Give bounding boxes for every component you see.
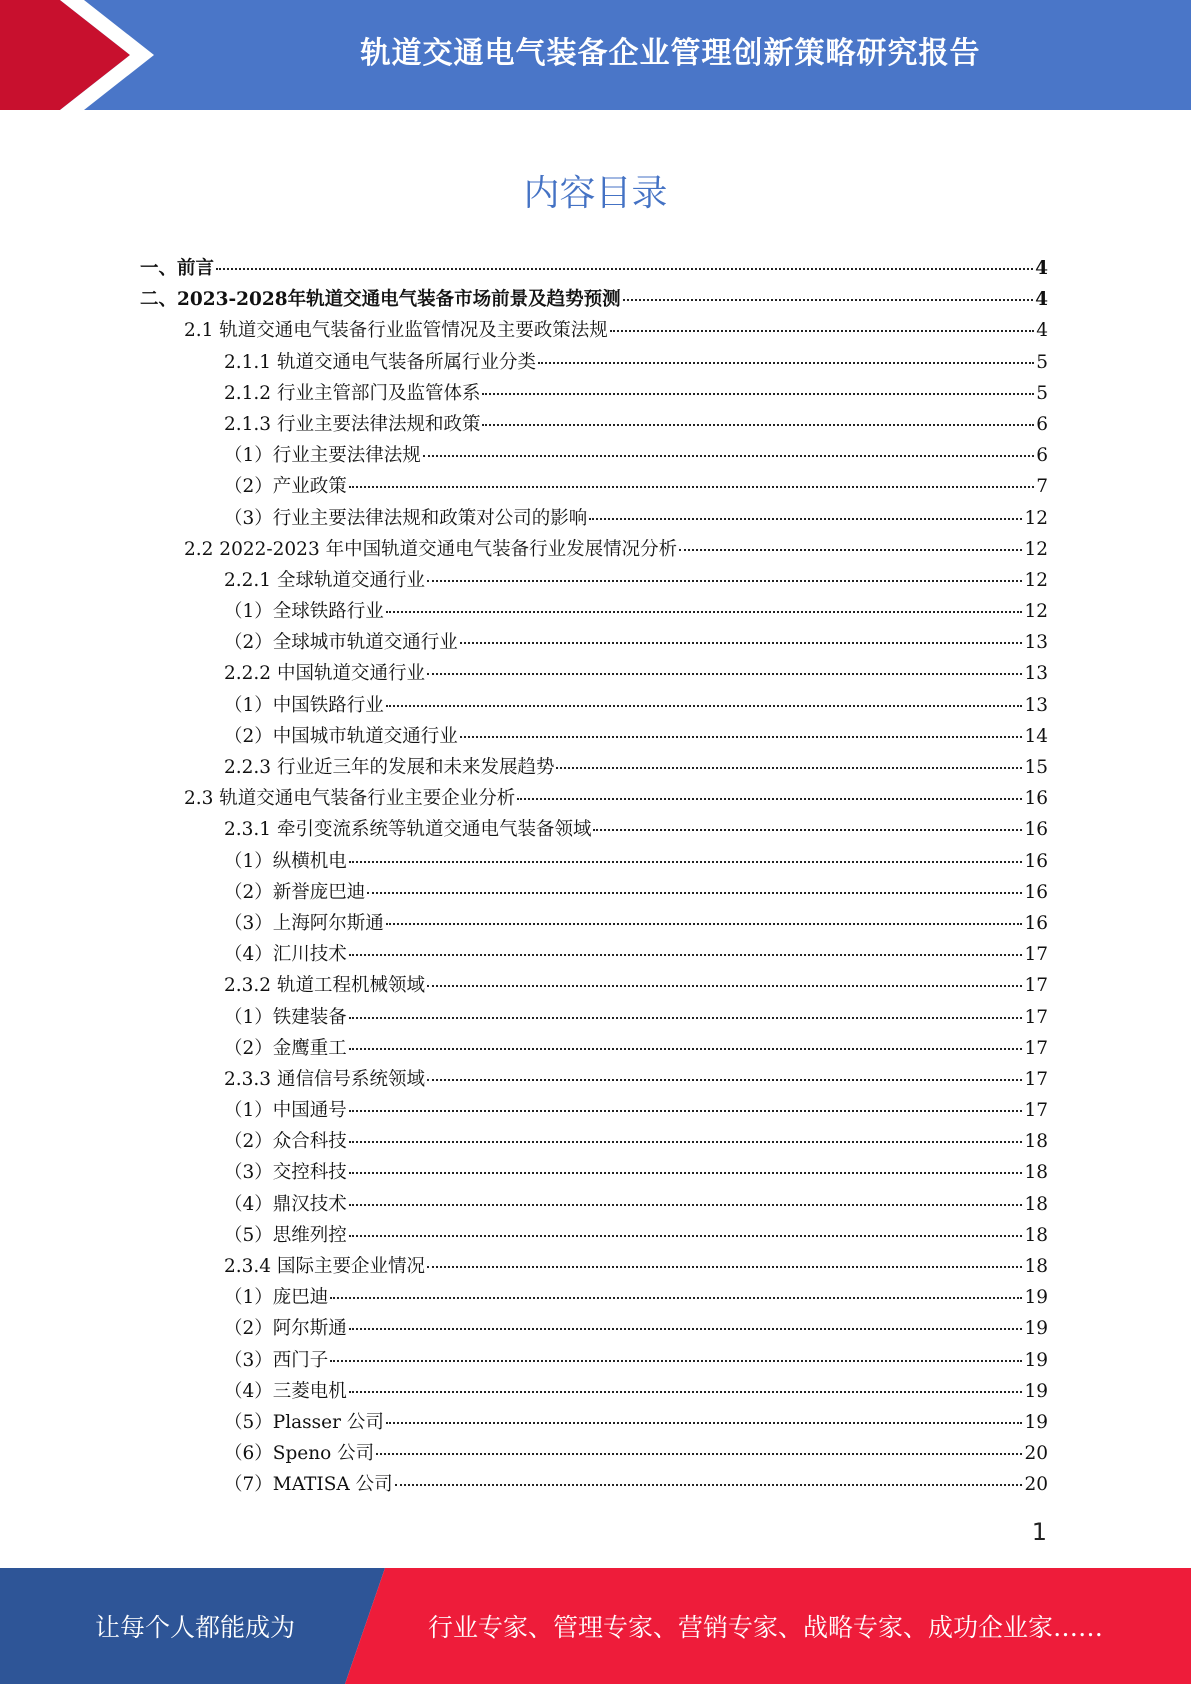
toc-entry-label: 2.1.1 轨道交通电气装备所属行业分类	[224, 351, 536, 373]
toc-entry-label: （2）新誉庞巴迪	[224, 881, 366, 903]
toc-entry[interactable]	[140, 285, 1048, 316]
toc-entry-label: 2.3.2 轨道工程机械领域	[224, 975, 425, 997]
toc-entry-label: （7）MATISA 公司	[224, 1474, 393, 1496]
toc-entry-page: 17	[1024, 1068, 1048, 1090]
toc-entry-page: 16	[1024, 850, 1048, 872]
toc-entry-page: 12	[1024, 601, 1048, 623]
toc-entry-page: 19	[1024, 1380, 1048, 1402]
toc-dot-leader	[349, 1235, 1023, 1237]
toc-entry-page: 15	[1024, 757, 1048, 778]
toc-entry[interactable]	[140, 940, 1048, 971]
toc-entry-label: 2.2 2022-2023 年中国轨道交通电气装备行业发展情况分析	[184, 538, 678, 560]
toc-entry-label: （2）金鹰重工	[224, 1037, 347, 1059]
toc-dot-leader	[349, 1017, 1023, 1019]
toc-entry[interactable]	[140, 753, 1048, 784]
toc-dot-leader	[556, 767, 1022, 769]
chevron-arrow-icon	[0, 0, 160, 110]
toc-dot-leader	[349, 1048, 1023, 1050]
toc-dot-leader	[427, 580, 1022, 582]
toc-entry-page: 13	[1024, 663, 1048, 685]
toc-entry[interactable]	[140, 472, 1048, 503]
toc-dot-leader	[482, 424, 1034, 426]
toc-dot-leader	[395, 1484, 1023, 1486]
toc-dot-leader	[460, 642, 1023, 644]
toc-entry-label: （5）思维列控	[224, 1224, 347, 1246]
toc-entry-label: （2）中国城市轨道交通行业	[224, 725, 458, 747]
toc-entry[interactable]	[140, 1470, 1048, 1501]
toc-entry-page: 18	[1024, 1131, 1048, 1153]
toc-entry-page: 16	[1024, 912, 1048, 934]
toc-entry-label: （2）产业政策	[224, 476, 347, 498]
toc-dot-leader	[349, 1172, 1023, 1174]
toc-entry-label: 2.1 轨道交通电气装备行业监管情况及主要政策法规	[184, 320, 608, 342]
toc-dot-leader	[386, 923, 1023, 925]
toc-entry-label: （4）三菱电机	[224, 1380, 347, 1402]
toc-dot-leader	[427, 1079, 1022, 1081]
toc-entry-label: （3）行业主要法律法规和政策对公司的影响	[224, 507, 588, 529]
toc-dot-leader	[349, 486, 1034, 488]
toc-entry-page: 16	[1024, 788, 1048, 810]
toc-dot-leader	[349, 1391, 1023, 1393]
toc-entry[interactable]	[140, 722, 1048, 753]
toc-dot-leader	[330, 1360, 1022, 1362]
toc-entry[interactable]	[140, 878, 1048, 909]
toc-dot-leader	[427, 673, 1022, 675]
toc-dot-leader	[589, 518, 1022, 520]
toc-dot-leader	[349, 1328, 1023, 1330]
toc-entry-label: （4）汇川技术	[224, 944, 347, 966]
toc-entry[interactable]	[140, 1346, 1048, 1377]
toc-entry-label: 2.3 轨道交通电气装备行业主要企业分析	[184, 788, 516, 810]
toc-entry-label: 2.2.3 行业近三年的发展和未来发展趋势	[224, 757, 555, 778]
toc-dot-leader	[538, 362, 1034, 364]
toc-heading: 内容目录	[523, 173, 668, 214]
toc-entry[interactable]	[140, 1283, 1048, 1314]
toc-entry-label: （6）Speno 公司	[224, 1443, 375, 1465]
toc-entry-page: 16	[1024, 819, 1048, 841]
toc-entry[interactable]	[140, 504, 1048, 535]
toc-dot-leader	[623, 299, 1033, 301]
toc-entry[interactable]	[140, 1127, 1048, 1158]
toc-entry-page: 12	[1024, 507, 1048, 529]
toc-entry-page: 17	[1024, 1037, 1048, 1059]
toc-entry[interactable]	[140, 628, 1048, 659]
toc-entry[interactable]	[140, 1314, 1048, 1345]
toc-dot-leader	[386, 1422, 1023, 1424]
toc-entry[interactable]	[140, 379, 1048, 410]
toc-entry-label: （5）Plasser 公司	[224, 1411, 384, 1433]
toc-entry-page: 18	[1024, 1256, 1048, 1277]
toc-entry-page: 16	[1024, 881, 1048, 903]
toc-entry[interactable]	[140, 1408, 1048, 1439]
toc-entry-label: （3）交控科技	[224, 1162, 347, 1184]
toc-entry[interactable]	[140, 1003, 1048, 1034]
toc-entry-label: （1）行业主要法律法规	[224, 445, 421, 467]
toc-entry[interactable]	[140, 1221, 1048, 1252]
toc-entry-label: 2.1.3 行业主要法律法规和政策	[224, 413, 481, 435]
toc-dot-leader	[482, 393, 1034, 395]
toc-entry-label: （1）铁建装备	[224, 1006, 347, 1028]
toc-entry-page: 17	[1024, 1006, 1048, 1028]
toc-dot-leader	[376, 1453, 1022, 1455]
toc-entry-page: 19	[1024, 1287, 1048, 1309]
toc-entry-label: 2.3.1 牵引变流系统等轨道交通电气装备领域	[224, 819, 592, 841]
toc-dot-leader	[427, 985, 1022, 987]
toc-entry-label: （1）全球铁路行业	[224, 601, 384, 623]
toc-entry[interactable]	[140, 441, 1048, 472]
toc-dot-leader	[349, 954, 1023, 956]
toc-entry[interactable]	[140, 691, 1048, 722]
toc-entry-label: 2.1.2 行业主管部门及监管体系	[224, 382, 481, 404]
toc-entry[interactable]	[140, 566, 1048, 597]
toc-dot-leader	[517, 798, 1022, 800]
toc-entry[interactable]	[140, 847, 1048, 878]
toc-entry[interactable]	[140, 784, 1048, 815]
toc-dot-leader	[427, 1266, 1022, 1268]
toc-dot-leader	[460, 736, 1023, 738]
toc-entry[interactable]	[140, 535, 1048, 566]
toc-entry[interactable]	[140, 1158, 1048, 1189]
toc-entry-label: （2）全球城市轨道交通行业	[224, 632, 458, 654]
toc-entry-page: 20	[1024, 1443, 1048, 1465]
toc-entry-page: 17	[1024, 1100, 1048, 1122]
toc-entry[interactable]	[140, 1439, 1048, 1470]
toc-entry-label: 2.3.3 通信信号系统领域	[224, 1068, 425, 1090]
toc-entry-label: 2.2.1 全球轨道交通行业	[224, 569, 425, 591]
toc-entry-page: 18	[1024, 1193, 1048, 1215]
toc-entry-label: （2）阿尔斯通	[224, 1318, 347, 1340]
toc-entry-label: （2）众合科技	[224, 1131, 347, 1153]
toc-entry[interactable]	[140, 1377, 1048, 1408]
toc-entry-page: 20	[1024, 1474, 1048, 1496]
table-of-contents	[140, 254, 1048, 1502]
toc-entry-page: 4	[1035, 289, 1048, 311]
toc-entry-label: （1）中国通号	[224, 1100, 347, 1122]
toc-entry[interactable]	[140, 1252, 1048, 1283]
toc-entry-page: 4	[1036, 320, 1048, 342]
toc-entry-label: （1）纵横机电	[224, 850, 347, 872]
page-footer	[0, 1568, 1191, 1684]
toc-dot-leader	[610, 330, 1034, 332]
toc-entry-page: 17	[1024, 944, 1048, 966]
toc-entry-label: （3）西门子	[224, 1349, 329, 1371]
toc-entry[interactable]	[140, 659, 1048, 690]
toc-entry[interactable]	[140, 909, 1048, 940]
toc-entry[interactable]	[140, 815, 1048, 846]
toc-entry-label: 2.3.4 国际主要企业情况	[224, 1256, 425, 1277]
toc-dot-leader	[386, 705, 1023, 707]
toc-entry-label: （1）中国铁路行业	[224, 694, 384, 716]
toc-dot-leader	[216, 268, 1033, 270]
toc-dot-leader	[386, 611, 1023, 613]
toc-dot-leader	[349, 1141, 1023, 1143]
toc-dot-leader	[679, 549, 1022, 551]
toc-entry-page: 19	[1024, 1318, 1048, 1340]
toc-entry-label: （1）庞巴迪	[224, 1287, 329, 1309]
toc-entry[interactable]	[140, 1065, 1048, 1096]
toc-entry[interactable]	[140, 597, 1048, 628]
toc-entry-page: 5	[1036, 382, 1048, 404]
toc-entry-page: 19	[1024, 1349, 1048, 1371]
toc-entry-page: 4	[1035, 258, 1048, 279]
toc-dot-leader	[367, 892, 1022, 894]
toc-entry-page: 14	[1024, 725, 1048, 747]
toc-entry-page: 19	[1024, 1411, 1048, 1433]
toc-dot-leader	[349, 1204, 1023, 1206]
toc-entry[interactable]	[140, 254, 1048, 285]
toc-entry-label: （3）上海阿尔斯通	[224, 912, 384, 934]
toc-entry-page: 6	[1036, 445, 1048, 467]
toc-entry[interactable]	[140, 1190, 1048, 1221]
toc-entry-label: （4）鼎汉技术	[224, 1193, 347, 1215]
toc-entry-page: 12	[1024, 569, 1048, 591]
toc-entry-page: 13	[1024, 694, 1048, 716]
toc-entry-label: 二、2023-2028年轨道交通电气装备市场前景及趋势预测	[140, 289, 621, 311]
toc-entry-page: 6	[1036, 413, 1048, 435]
toc-entry-page: 18	[1024, 1224, 1048, 1246]
toc-dot-leader	[349, 1110, 1023, 1112]
footer-slogan-left: 让每个人都能成为	[94, 1613, 295, 1642]
toc-entry-label: 2.2.2 中国轨道交通行业	[224, 663, 425, 685]
page-header	[0, 0, 1191, 110]
toc-entry[interactable]	[140, 971, 1048, 1002]
toc-dot-leader	[593, 829, 1022, 831]
toc-entry-page: 7	[1036, 476, 1048, 498]
toc-dot-leader	[330, 1297, 1022, 1299]
toc-entry-page: 12	[1024, 538, 1048, 560]
toc-entry-label: 一、前言	[140, 258, 215, 279]
toc-entry-page: 5	[1036, 351, 1048, 373]
toc-entry[interactable]	[140, 348, 1048, 379]
toc-entry[interactable]	[140, 316, 1048, 347]
toc-entry-page: 18	[1024, 1162, 1048, 1184]
footer-slogan-right: 行业专家、管理专家、营销专家、战略专家、成功企业家……	[427, 1613, 1103, 1642]
toc-entry-page: 17	[1024, 975, 1048, 997]
toc-entry[interactable]	[140, 410, 1048, 441]
toc-entry[interactable]	[140, 1096, 1048, 1127]
report-title: 轨道交通电气装备企业管理创新策略研究报告	[360, 36, 981, 71]
toc-entry-page: 13	[1024, 632, 1048, 654]
toc-dot-leader	[423, 455, 1034, 457]
toc-entry[interactable]	[140, 1034, 1048, 1065]
toc-dot-leader	[349, 861, 1023, 863]
page-number: 1	[1031, 1518, 1047, 1546]
